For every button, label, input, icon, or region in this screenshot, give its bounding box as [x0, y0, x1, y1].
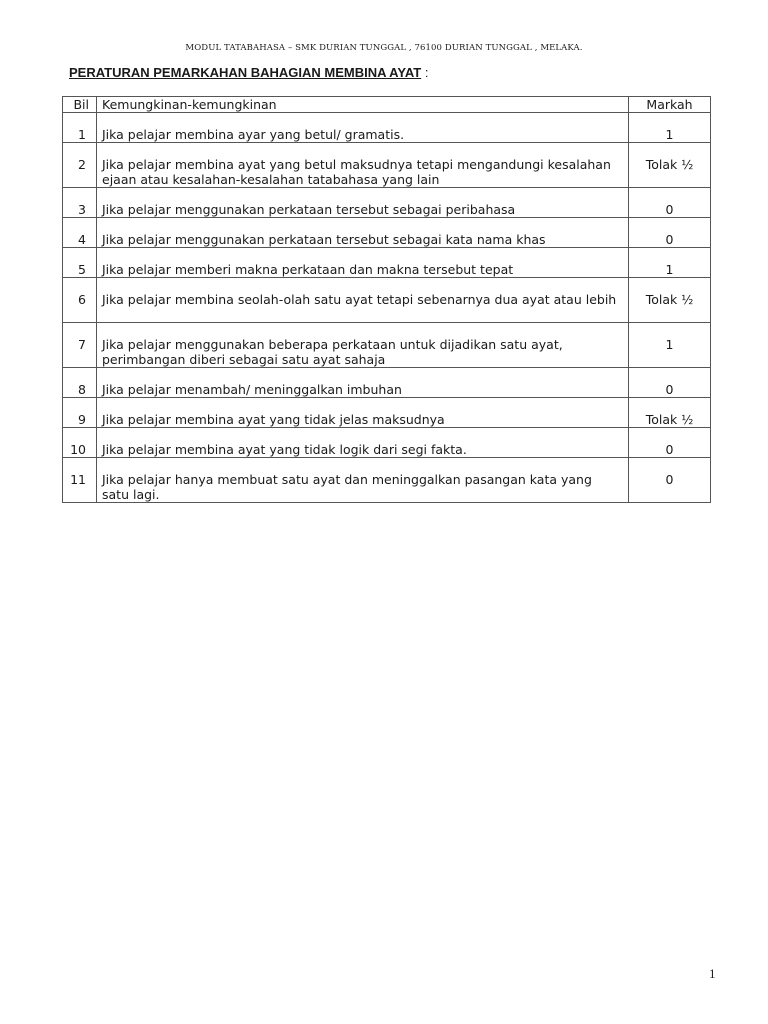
- section-title: [69, 65, 428, 80]
- row-markah: 0: [629, 458, 711, 503]
- row-bil: 2: [63, 143, 97, 188]
- row-bil: 3: [63, 188, 97, 218]
- row-description: Jika pelajar membina ayat yang betul maksudnya tetapi mengandungi kesalahan ejaan atau kesalahan-kesalahan tatabahasa yang lain: [97, 143, 629, 188]
- row-description: Jika pelajar membina ayat yang tidak logik dari segi fakta.: [97, 428, 629, 458]
- section-title-colon: :: [421, 65, 429, 80]
- row-markah: 0: [629, 428, 711, 458]
- row-markah: 1: [629, 113, 711, 143]
- row-markah: Tolak ½: [629, 398, 711, 428]
- table-row: [63, 278, 711, 323]
- row-description: Jika pelajar menambah/ meninggalkan imbuhan: [97, 368, 629, 398]
- table-row: [63, 368, 711, 398]
- row-description: Jika pelajar menggunakan beberapa perkataan untuk dijadikan satu ayat, perimbangan diberi sebagai satu ayat sahaja: [97, 323, 629, 368]
- row-bil: 11: [63, 458, 97, 503]
- marking-table: [62, 96, 711, 503]
- row-bil: 5: [63, 248, 97, 278]
- row-bil: 7: [63, 323, 97, 368]
- row-markah: Tolak ½: [629, 143, 711, 188]
- header-bil: Bil: [63, 97, 97, 113]
- row-bil: 6: [63, 278, 97, 323]
- row-description: Jika pelajar memberi makna perkataan dan makna tersebut tepat: [97, 248, 629, 278]
- row-description: Jika pelajar membina ayat yang tidak jelas maksudnya: [97, 398, 629, 428]
- table-row: [63, 188, 711, 218]
- table-row: [63, 113, 711, 143]
- row-markah: Tolak ½: [629, 278, 711, 323]
- row-description: Jika pelajar menggunakan perkataan tersebut sebagai kata nama khas: [97, 218, 629, 248]
- row-markah: 0: [629, 368, 711, 398]
- row-description: Jika pelajar membina ayar yang betul/ gramatis.: [97, 113, 629, 143]
- row-bil: 8: [63, 368, 97, 398]
- header-description: Kemungkinan-kemungkinan: [97, 97, 629, 113]
- table-row: [63, 323, 711, 368]
- row-bil: 4: [63, 218, 97, 248]
- table-header-row: [63, 97, 711, 113]
- row-bil: 10: [63, 428, 97, 458]
- page-number: 1: [709, 966, 716, 981]
- row-markah: 1: [629, 323, 711, 368]
- table-row: [63, 398, 711, 428]
- row-description: Jika pelajar menggunakan perkataan tersebut sebagai peribahasa: [97, 188, 629, 218]
- table-row: [63, 458, 711, 503]
- section-title-text: PERATURAN PEMARKAHAN BAHAGIAN MEMBINA AYAT: [69, 65, 422, 80]
- table-row: [63, 143, 711, 188]
- table-row: [63, 218, 711, 248]
- header-markah: Markah: [629, 97, 711, 113]
- row-description: Jika pelajar hanya membuat satu ayat dan meninggalkan pasangan kata yang satu lagi.: [97, 458, 629, 503]
- table-row: [63, 428, 711, 458]
- row-description: Jika pelajar membina seolah-olah satu ayat tetapi sebenarnya dua ayat atau lebih: [97, 278, 629, 323]
- row-markah: 1: [629, 248, 711, 278]
- page-header: MODUL TATABAHASA – SMK DURIAN TUNGGAL , 76100 DURIAN TUNGGAL , MELAKA.: [185, 43, 583, 53]
- row-markah: 0: [629, 218, 711, 248]
- row-markah: 0: [629, 188, 711, 218]
- row-bil: 9: [63, 398, 97, 428]
- row-bil: 1: [63, 113, 97, 143]
- table-row: [63, 248, 711, 278]
